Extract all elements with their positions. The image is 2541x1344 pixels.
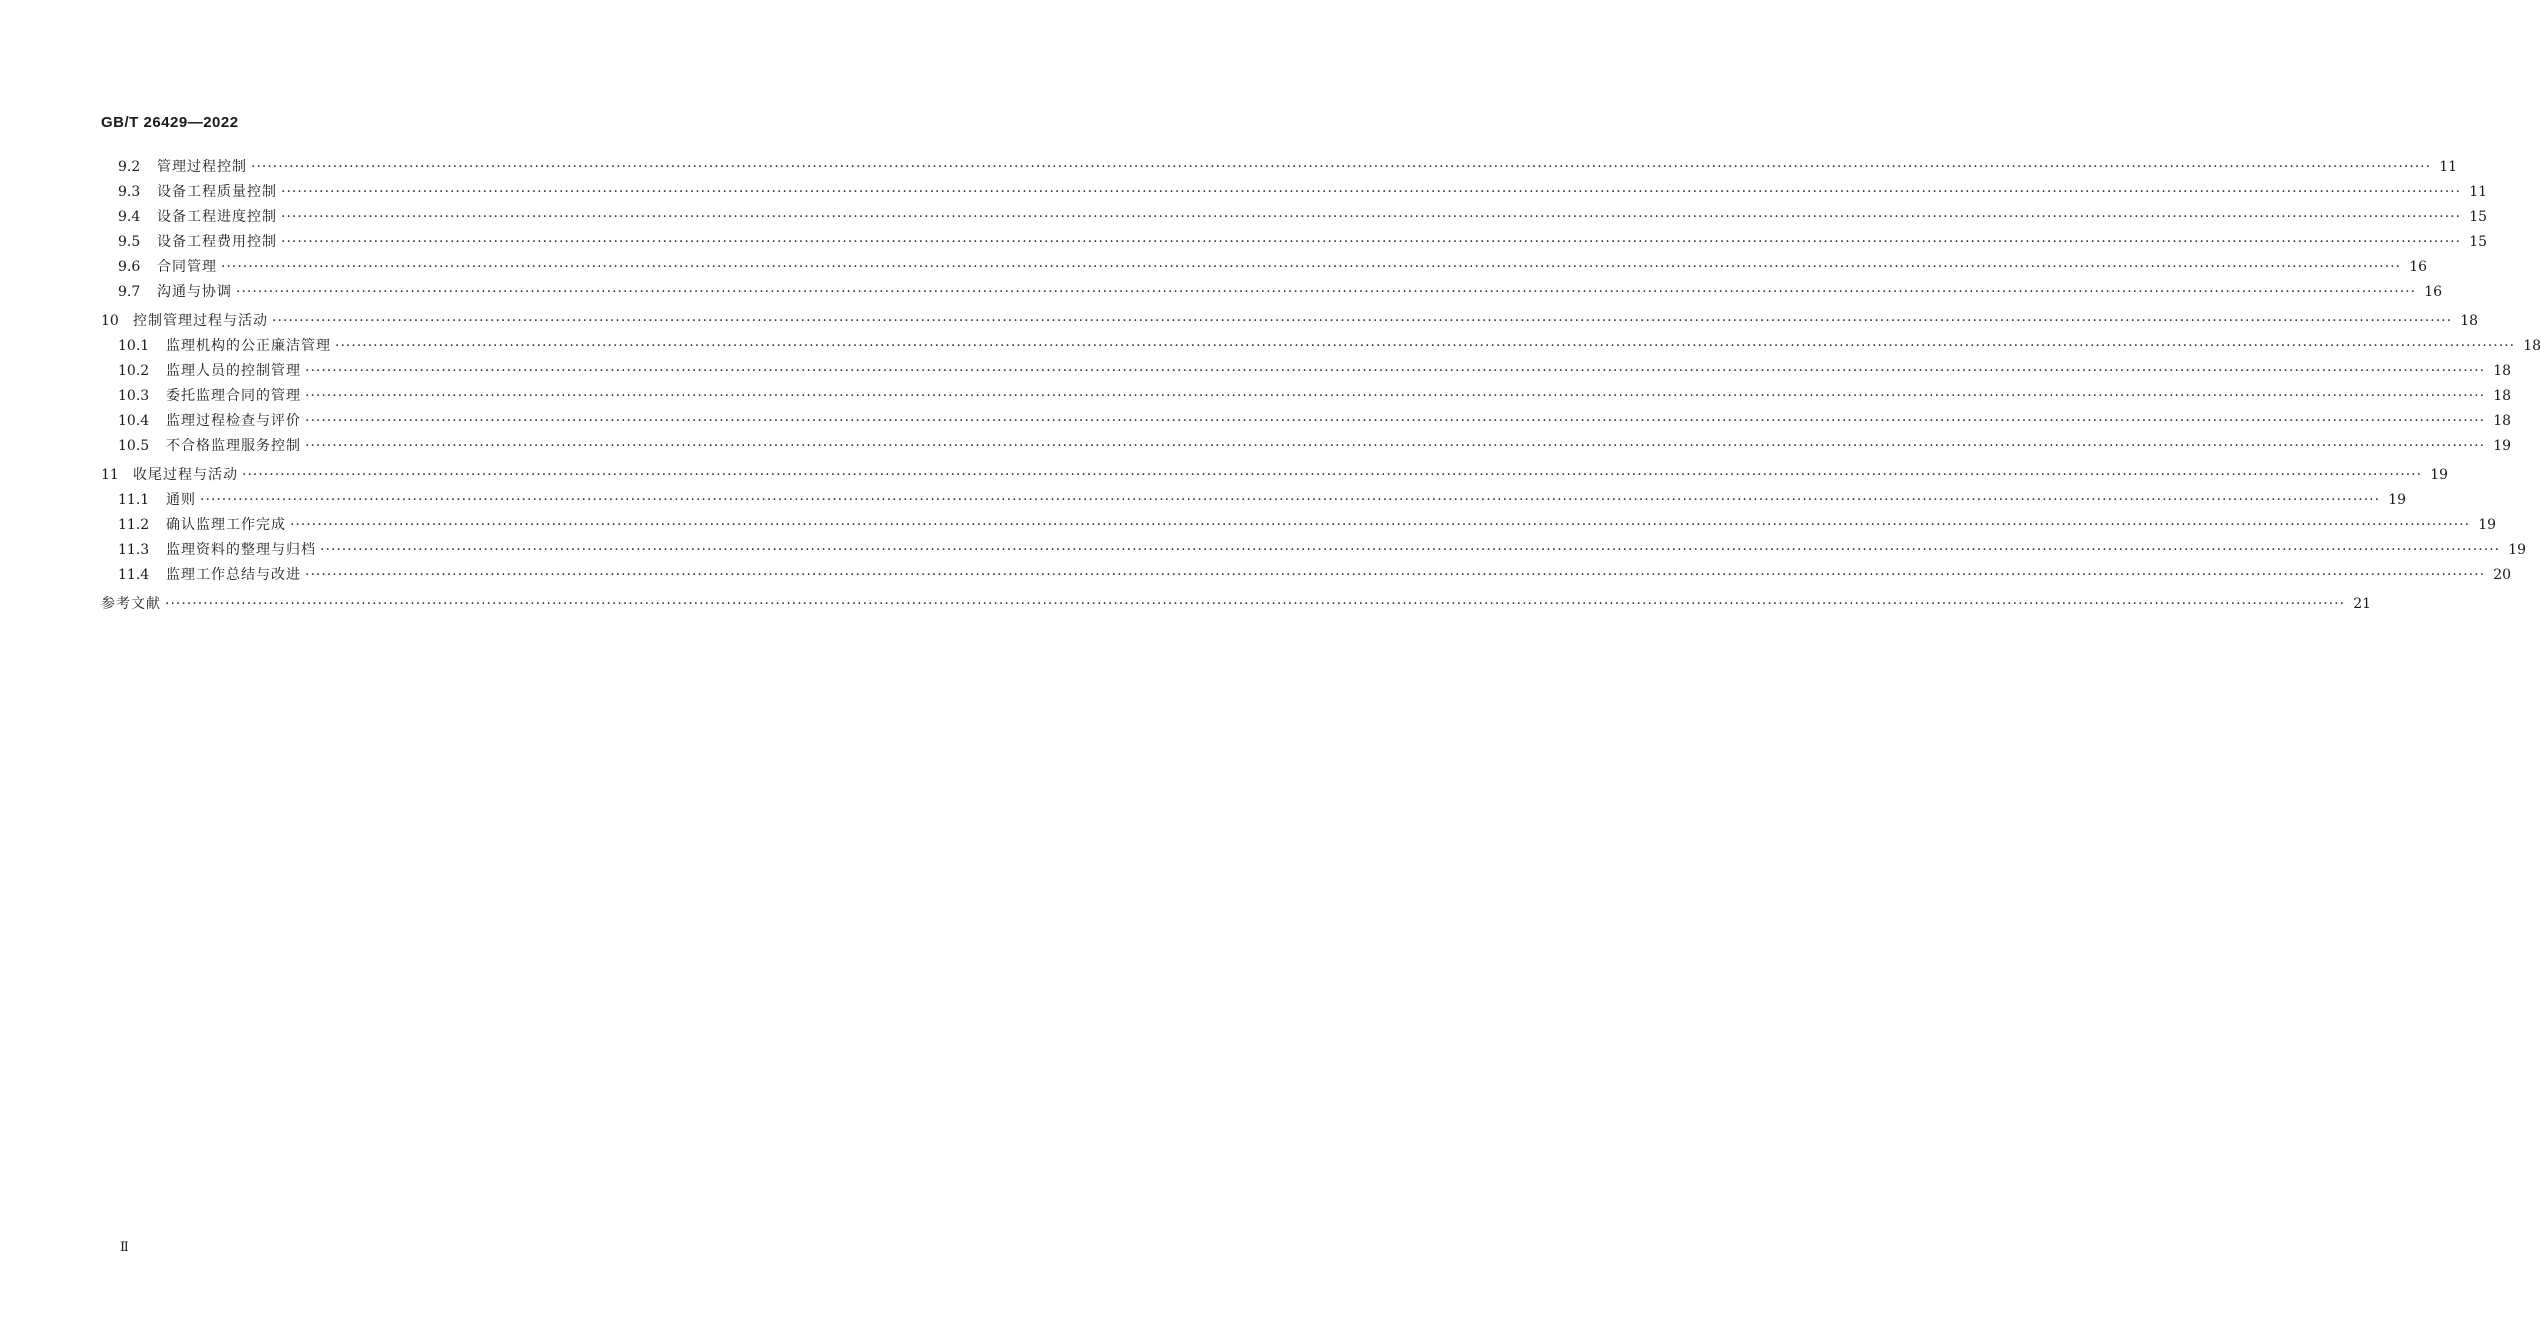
toc-entry-title: 监理过程检查与评价 [166, 413, 301, 429]
toc-dot-leader: ················································································································································································································································································································································································································ [305, 363, 2486, 379]
toc-entry-title: 监理工作总结与改进 [166, 567, 301, 583]
toc-entry-number: 10.5 [118, 438, 150, 454]
table-of-contents [101, 155, 2541, 617]
toc-entry[interactable] [101, 309, 2479, 334]
toc-entry[interactable] [101, 538, 2527, 563]
toc-entry-page: 18 [2460, 313, 2479, 329]
toc-entry-page: 11 [2469, 184, 2488, 200]
toc-entry-number: 11.4 [118, 567, 150, 583]
toc-entry[interactable] [101, 563, 2512, 588]
toc-entry[interactable] [101, 334, 2541, 359]
toc-entry[interactable] [101, 359, 2512, 384]
page-number: Ⅱ [120, 1240, 129, 1255]
toc-entry-title: 通则 [166, 492, 196, 508]
toc-entry-number: 10 [101, 313, 119, 329]
toc-entry-page: 19 [2430, 467, 2449, 483]
toc-entry[interactable] [101, 155, 2458, 180]
toc-entry-number: 10.1 [118, 338, 150, 354]
toc-entry-page: 19 [2478, 517, 2497, 533]
toc-dot-leader: ················································································································································································································································································································································································································ [290, 517, 2471, 533]
toc-entry-number: 9.6 [118, 259, 141, 275]
toc-entry-title: 监理资料的整理与归档 [166, 542, 316, 558]
toc-entry-title: 参考文献 [101, 596, 161, 612]
toc-entry-title: 监理人员的控制管理 [166, 363, 301, 379]
toc-entry[interactable] [101, 280, 2443, 305]
toc-entry[interactable] [101, 180, 2488, 205]
toc-dot-leader: ················································································································································································································································································································································································································ [305, 438, 2486, 454]
toc-entry-title: 确认监理工作完成 [166, 517, 286, 533]
toc-entry-title: 设备工程质量控制 [157, 184, 277, 200]
toc-dot-leader: ················································································································································································································································································································································································································ [305, 388, 2486, 404]
toc-dot-leader: ················································································································································································································································································································································································································ [281, 184, 2462, 200]
toc-entry-title: 沟通与协调 [157, 284, 232, 300]
toc-entry-number: 11 [101, 467, 119, 483]
toc-entry-page: 21 [2353, 596, 2372, 612]
toc-entry[interactable] [101, 592, 2372, 617]
toc-entry-page: 20 [2493, 567, 2512, 583]
toc-entry-title: 合同管理 [157, 259, 217, 275]
document-code: GB/T 26429—2022 [101, 114, 239, 131]
toc-entry[interactable] [101, 434, 2512, 459]
toc-dot-leader: ················································································································································································································································································································································································································ [281, 234, 2462, 250]
toc-entry-number: 10.4 [118, 413, 150, 429]
toc-entry-number: 9.3 [118, 184, 141, 200]
toc-entry-page: 19 [2493, 438, 2512, 454]
toc-entry-page: 15 [2469, 234, 2488, 250]
toc-entry-title: 收尾过程与活动 [133, 467, 238, 483]
toc-dot-leader: ················································································································································································································································································································································································································ [272, 313, 2453, 329]
toc-entry-page: 18 [2493, 388, 2512, 404]
toc-entry-page: 19 [2508, 542, 2527, 558]
toc-dot-leader: ················································································································································································································································································································································································································ [305, 413, 2486, 429]
toc-entry[interactable] [101, 384, 2512, 409]
toc-entry-number: 11.3 [118, 542, 150, 558]
toc-entry-page: 18 [2493, 413, 2512, 429]
toc-entry-number: 11.1 [118, 492, 150, 508]
toc-entry[interactable] [101, 230, 2488, 255]
toc-entry-title: 委托监理合同的管理 [166, 388, 301, 404]
toc-entry-title: 不合格监理服务控制 [166, 438, 301, 454]
toc-dot-leader: ················································································································································································································································································································································································································ [305, 567, 2486, 583]
toc-entry[interactable] [101, 409, 2512, 434]
toc-entry-number: 10.2 [118, 363, 150, 379]
toc-entry-title: 设备工程进度控制 [157, 209, 277, 225]
toc-dot-leader: ················································································································································································································································································································································································································ [200, 492, 2381, 508]
toc-dot-leader: ················································································································································································································································································································································································································ [165, 596, 2346, 612]
toc-entry-title: 监理机构的公正廉洁管理 [166, 338, 331, 354]
toc-entry[interactable] [101, 205, 2488, 230]
toc-dot-leader: ················································································································································································································································································································································································································ [281, 209, 2462, 225]
toc-dot-leader: ················································································································································································································································································································································································································ [242, 467, 2423, 483]
toc-entry[interactable] [101, 513, 2497, 538]
toc-dot-leader: ················································································································································································································································································································································································································ [320, 542, 2501, 558]
toc-entry-number: 10.3 [118, 388, 150, 404]
toc-entry-page: 16 [2409, 259, 2428, 275]
toc-entry-page: 18 [2493, 363, 2512, 379]
toc-entry-title: 设备工程费用控制 [157, 234, 277, 250]
toc-entry-number: 9.7 [118, 284, 141, 300]
toc-dot-leader: ················································································································································································································································································································································································································ [236, 284, 2417, 300]
toc-entry-page: 19 [2388, 492, 2407, 508]
toc-entry-number: 9.4 [118, 209, 141, 225]
toc-dot-leader: ················································································································································································································································································································································································································ [221, 259, 2402, 275]
toc-entry[interactable] [101, 488, 2407, 513]
toc-entry[interactable] [101, 255, 2428, 280]
toc-entry-title: 管理过程控制 [157, 159, 247, 175]
toc-entry-page: 11 [2439, 159, 2458, 175]
toc-entry-title: 控制管理过程与活动 [133, 313, 268, 329]
toc-entry[interactable] [101, 463, 2449, 488]
toc-dot-leader: ················································································································································································································································································································································································································ [251, 159, 2432, 175]
toc-entry-page: 15 [2469, 209, 2488, 225]
toc-entry-page: 18 [2523, 338, 2541, 354]
toc-entry-number: 9.5 [118, 234, 141, 250]
toc-entry-number: 9.2 [118, 159, 141, 175]
toc-entry-number: 11.2 [118, 517, 150, 533]
toc-dot-leader: ················································································································································································································································································································································································································ [335, 338, 2516, 354]
toc-entry-page: 16 [2424, 284, 2443, 300]
